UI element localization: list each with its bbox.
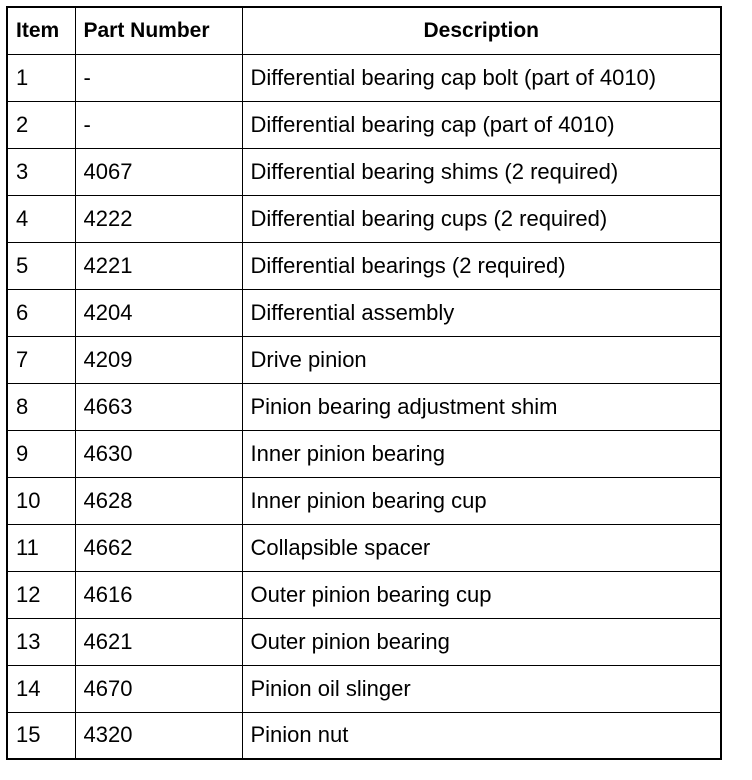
- cell-item: 5: [7, 242, 75, 289]
- table-row: [7, 430, 721, 477]
- cell-part-number: 4662: [75, 524, 242, 571]
- table-row: [7, 524, 721, 571]
- table-row: [7, 618, 721, 665]
- cell-item: 9: [7, 430, 75, 477]
- cell-part-number: 4628: [75, 477, 242, 524]
- cell-part-number: 4670: [75, 665, 242, 712]
- cell-description: Outer pinion bearing: [242, 618, 721, 665]
- cell-description: Drive pinion: [242, 336, 721, 383]
- table-row: [7, 195, 721, 242]
- cell-item: 7: [7, 336, 75, 383]
- header-description: Description: [242, 7, 721, 54]
- cell-part-number: 4221: [75, 242, 242, 289]
- cell-description: Differential bearings (2 required): [242, 242, 721, 289]
- table-row: [7, 712, 721, 759]
- table-row: [7, 383, 721, 430]
- cell-description: Outer pinion bearing cup: [242, 571, 721, 618]
- cell-part-number: 4067: [75, 148, 242, 195]
- cell-part-number: 4616: [75, 571, 242, 618]
- cell-description: Differential bearing shims (2 required): [242, 148, 721, 195]
- table-row: [7, 242, 721, 289]
- cell-description: Inner pinion bearing: [242, 430, 721, 477]
- cell-part-number: 4222: [75, 195, 242, 242]
- cell-item: 4: [7, 195, 75, 242]
- cell-part-number: 4630: [75, 430, 242, 477]
- cell-part-number: 4204: [75, 289, 242, 336]
- cell-item: 11: [7, 524, 75, 571]
- cell-part-number: 4209: [75, 336, 242, 383]
- cell-description: Differential bearing cap bolt (part of 4010): [242, 54, 721, 101]
- cell-item: 1: [7, 54, 75, 101]
- table-header-row: [7, 7, 721, 54]
- table-row: [7, 665, 721, 712]
- cell-item: 6: [7, 289, 75, 336]
- table-row: [7, 148, 721, 195]
- cell-description: Pinion nut: [242, 712, 721, 759]
- cell-description: Differential bearing cups (2 required): [242, 195, 721, 242]
- table-row: [7, 477, 721, 524]
- table-row: [7, 336, 721, 383]
- header-item: Item: [7, 7, 75, 54]
- table-row: [7, 571, 721, 618]
- table-row: [7, 54, 721, 101]
- cell-item: 10: [7, 477, 75, 524]
- cell-description: Collapsible spacer: [242, 524, 721, 571]
- header-part-number: Part Number: [75, 7, 242, 54]
- cell-item: 3: [7, 148, 75, 195]
- cell-part-number: 4320: [75, 712, 242, 759]
- cell-item: 15: [7, 712, 75, 759]
- table-row: [7, 289, 721, 336]
- cell-part-number: -: [75, 54, 242, 101]
- parts-table: [6, 6, 722, 760]
- cell-item: 8: [7, 383, 75, 430]
- cell-part-number: 4663: [75, 383, 242, 430]
- cell-description: Pinion bearing adjustment shim: [242, 383, 721, 430]
- cell-item: 14: [7, 665, 75, 712]
- cell-item: 2: [7, 101, 75, 148]
- cell-item: 12: [7, 571, 75, 618]
- cell-description: Pinion oil slinger: [242, 665, 721, 712]
- cell-description: Inner pinion bearing cup: [242, 477, 721, 524]
- table-row: [7, 101, 721, 148]
- cell-part-number: -: [75, 101, 242, 148]
- cell-item: 13: [7, 618, 75, 665]
- cell-description: Differential assembly: [242, 289, 721, 336]
- cell-description: Differential bearing cap (part of 4010): [242, 101, 721, 148]
- cell-part-number: 4621: [75, 618, 242, 665]
